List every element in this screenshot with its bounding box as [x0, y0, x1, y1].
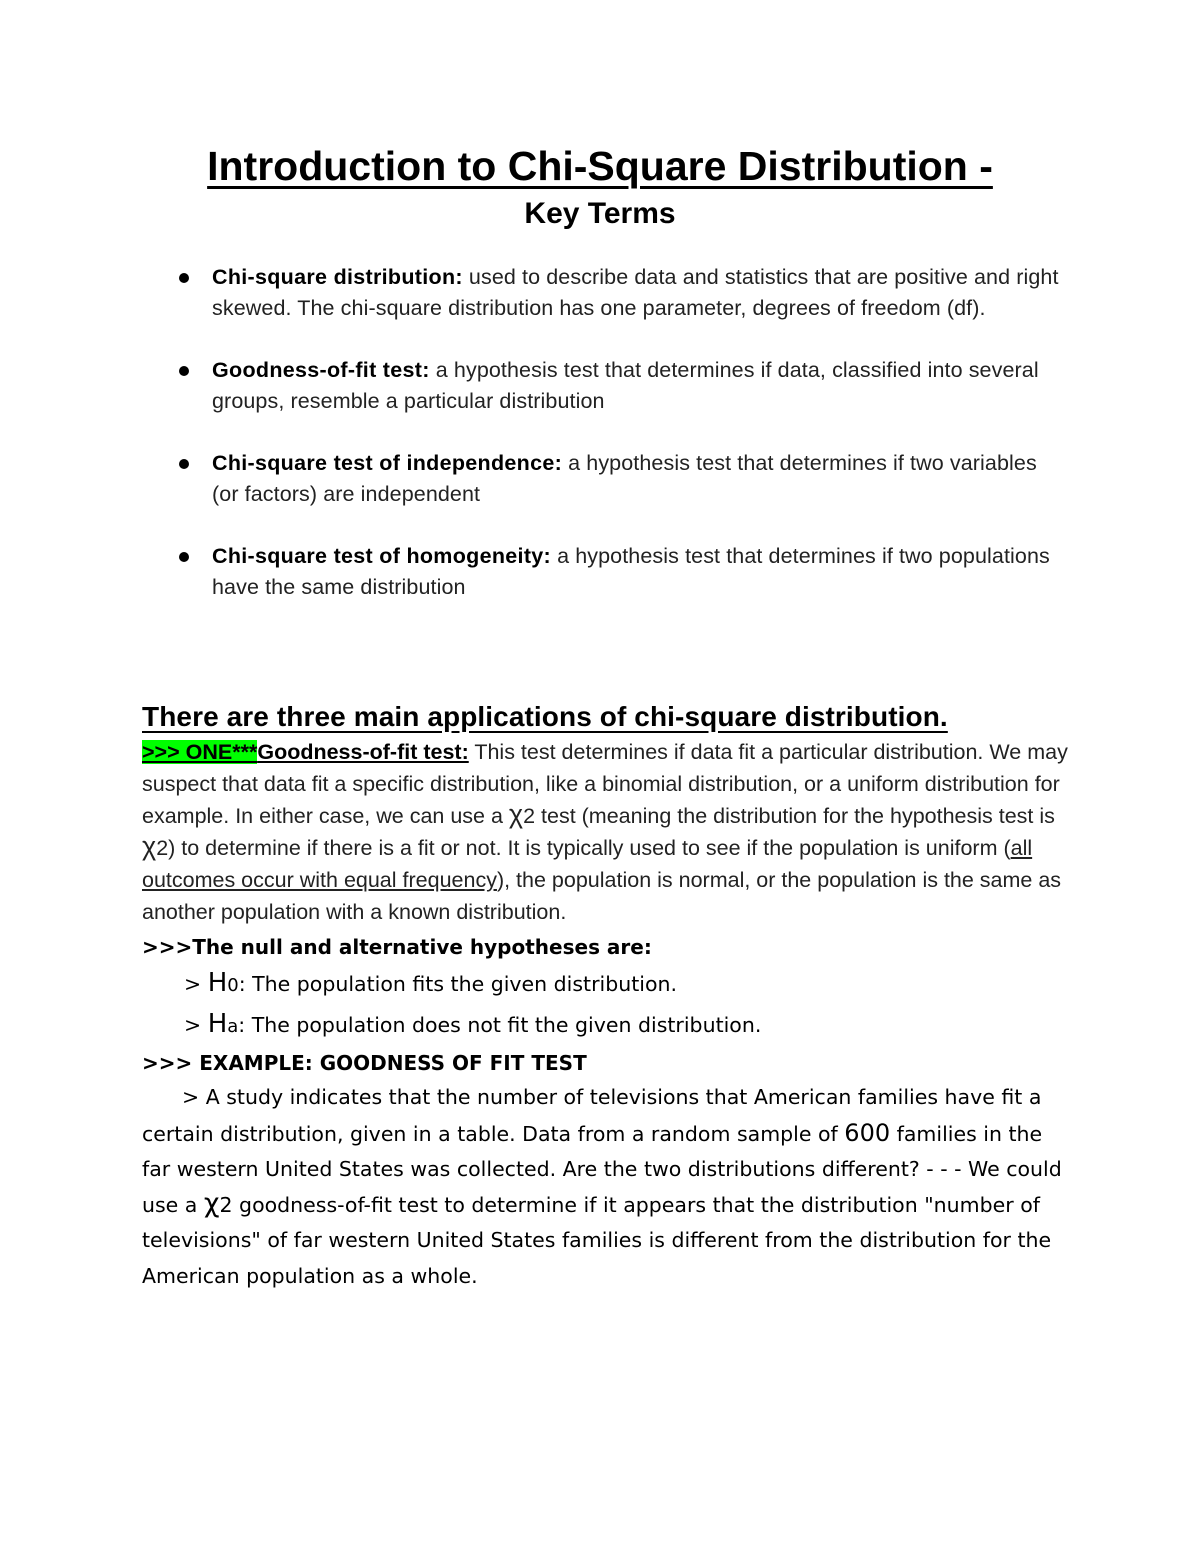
bullet-icon — [179, 552, 189, 562]
term-label: Goodness-of-fit test: — [212, 358, 430, 382]
term-label: Chi-square test of independence: — [212, 451, 563, 475]
goodness-of-fit-paragraph — [142, 736, 1072, 928]
paragraph-text: ), the population is normal, or the population is the same as another population with a known distribution. — [142, 868, 1062, 924]
paragraph-text: 2) to determine if there is a fit or not. It is typically used to see if the population is uniform ( — [156, 836, 1011, 860]
hypothesis-letter: H — [207, 968, 228, 998]
hypothesis-subscript: 0 — [227, 975, 239, 996]
list-item — [212, 262, 1062, 324]
term-definition: a hypothesis test that determines if data, classified into several groups, resemble a particular distribution — [212, 358, 1039, 413]
sample-size: 600 — [844, 1118, 891, 1147]
term-definition: a hypothesis test that determines if two populations have the same distribution — [212, 544, 1050, 599]
key-terms-list — [212, 262, 1062, 603]
chi-symbol: χ — [508, 799, 524, 829]
hypothesis-text: : The population does not fit the given distribution. — [238, 1013, 762, 1037]
example-paragraph — [142, 1080, 1072, 1294]
term-label: Chi-square distribution: — [212, 265, 463, 289]
hypothesis-prefix: > — [184, 972, 208, 996]
page-subtitle: Key Terms — [524, 197, 676, 230]
term-definition: a hypothesis test that determines if two variables (or factors) are independent — [212, 451, 1037, 506]
list-item — [212, 448, 1062, 510]
hypotheses-heading: >>>The null and alternative hypotheses are: — [142, 935, 652, 959]
bullet-icon — [179, 273, 189, 283]
list-item — [212, 541, 1062, 603]
example-text: families in the far western United States was collected. Are the two distributions different? - - - We could use a — [142, 1121, 1062, 1217]
term-definition: used to describe data and statistics that are positive and right skewed. The chi-square distribution has one parameter, degrees of freedom (df). — [212, 265, 1059, 320]
null-hypothesis — [184, 964, 1072, 1005]
hypothesis-text: : The population fits the given distribution. — [238, 972, 677, 996]
applications-section — [142, 698, 1072, 1294]
test-label: Goodness-of-fit test: — [257, 740, 469, 764]
term-label: Chi-square test of homogeneity: — [212, 544, 551, 568]
hypothesis-prefix: > — [184, 1013, 208, 1037]
paragraph-text: 2 test (meaning the distribution for the hypothesis test is — [523, 804, 1055, 828]
underlined-text: all outcomes occur with equal frequency — [142, 836, 1033, 892]
page-title: Introduction to Chi-Square Distribution - — [207, 143, 993, 189]
chi-symbol: χ — [142, 831, 157, 861]
hypothesis-letter: H — [207, 1009, 228, 1039]
example-heading: >>> EXAMPLE: GOODNESS OF FIT TEST — [142, 1051, 587, 1075]
alternative-hypothesis — [184, 1005, 1072, 1046]
highlighted-label: >>> ONE*** — [142, 740, 258, 764]
bullet-icon — [179, 366, 189, 376]
chi-symbol: χ — [203, 1187, 220, 1219]
bullet-icon — [179, 459, 189, 469]
paragraph-text: This test determines if data fit a particular distribution. We may suspect that data fit a specific distribution, like a binomial distribution, or a uniform distribution for example. In either case, we can use a — [142, 740, 1068, 828]
example-text: > A study indicates that the number of televisions that American families have fit a certain distribution, given in a table. Data from a random sample of — [142, 1085, 1042, 1146]
applications-heading: There are three main applications of chi-square distribution. — [142, 701, 948, 732]
hypothesis-subscript: a — [227, 1016, 239, 1037]
list-item — [212, 355, 1062, 417]
example-text: 2 goodness-of-fit test to determine if it appears that the distribution "number of televisions" of far western United States families is different from the distribution for the American population as a whole. — [142, 1192, 1052, 1288]
